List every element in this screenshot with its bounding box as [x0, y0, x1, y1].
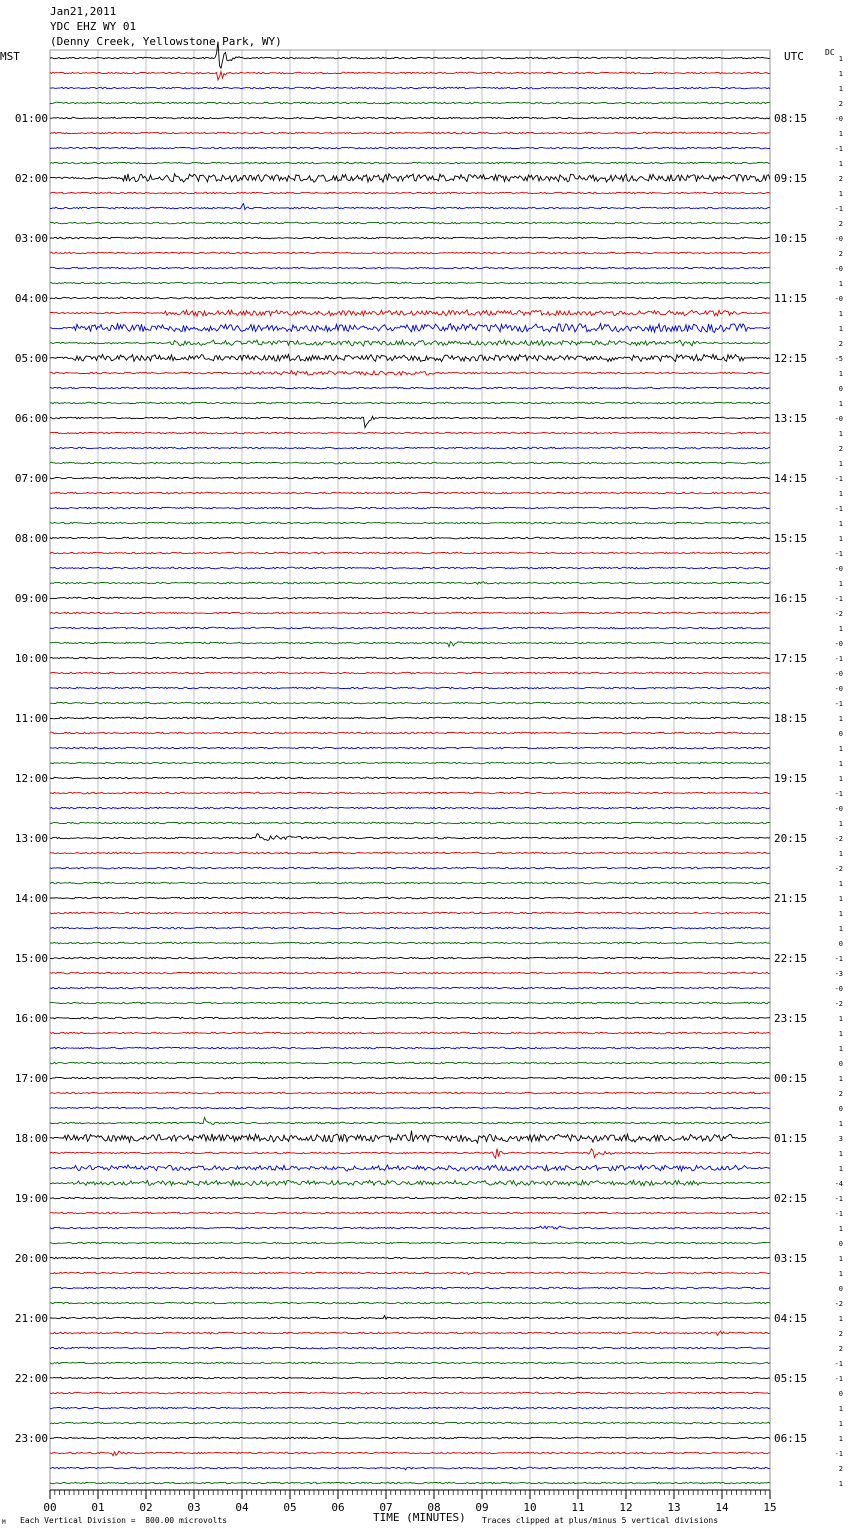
- seismic-trace: [50, 102, 770, 104]
- dc-offset-value: 2: [838, 100, 843, 108]
- right-hour-label: 04:15: [774, 1312, 808, 1325]
- dc-offset-value: 1: [838, 85, 843, 93]
- dc-offset-value: 0: [838, 1240, 843, 1248]
- seismic-trace: [50, 462, 770, 464]
- left-hour-label: 20:00: [14, 1252, 48, 1265]
- right-hour-label: 09:15: [774, 172, 808, 185]
- seismic-trace: [50, 1407, 770, 1409]
- dc-offset-value: 1: [838, 820, 843, 828]
- right-hour-label: 20:15: [774, 832, 808, 845]
- dc-offset-value: -1: [834, 700, 843, 708]
- dc-offset-value: 1: [838, 430, 843, 438]
- corner-mark: M: [2, 1519, 6, 1526]
- seismic-trace: [50, 310, 770, 316]
- right-hour-label: 17:15: [774, 652, 808, 665]
- dc-offset-value: -1: [834, 1360, 843, 1368]
- dc-offset-value: -0: [834, 685, 843, 693]
- dc-offset-value: -1: [834, 475, 843, 483]
- dc-offset-value: 0: [838, 1060, 843, 1068]
- dc-offset-value: -0: [834, 565, 843, 573]
- seismic-trace: [50, 522, 770, 524]
- seismic-trace: [50, 174, 770, 183]
- seismic-trace: [50, 897, 770, 899]
- seismic-trace: [50, 1226, 770, 1229]
- dc-offset-value: 1: [838, 1225, 843, 1233]
- seismic-trace: [50, 942, 770, 944]
- seismic-trace: [50, 972, 770, 974]
- seismic-trace: [50, 192, 770, 194]
- dc-offset-value: 1: [838, 745, 843, 753]
- vertical-scale-note: Each Vertical Division = 800.00 microvolts: [20, 1516, 228, 1525]
- dc-offset-value: 1: [838, 1270, 843, 1278]
- dc-offset-value: 0: [838, 385, 843, 393]
- seismic-trace: [50, 477, 770, 479]
- seismic-trace: [50, 1032, 770, 1034]
- x-tick-label: 14: [715, 1501, 729, 1514]
- seismic-trace: [50, 1272, 770, 1274]
- seismic-trace: [50, 72, 770, 80]
- dc-offset-value: 3: [838, 1135, 843, 1143]
- right-hour-label: 10:15: [774, 232, 808, 245]
- seismic-trace: [50, 852, 770, 854]
- seismic-trace: [50, 567, 770, 569]
- seismic-trace: [50, 237, 770, 239]
- left-hour-label: 16:00: [14, 1012, 48, 1025]
- x-tick-label: 02: [139, 1501, 153, 1514]
- seismic-trace: [50, 687, 770, 689]
- seismic-trace: [50, 162, 770, 164]
- right-hour-label: 19:15: [774, 772, 808, 785]
- dc-offset-value: 1: [838, 520, 843, 528]
- left-hour-label: 01:00: [14, 112, 48, 125]
- seismic-trace: [50, 582, 770, 585]
- dc-offset-value: 2: [838, 220, 843, 228]
- seismic-trace: [50, 492, 770, 494]
- dc-offset-value: 1: [838, 535, 843, 543]
- dc-offset-value: 2: [838, 250, 843, 258]
- seismic-trace: [50, 1107, 770, 1109]
- right-hour-label: 03:15: [774, 1252, 808, 1265]
- right-hour-labels: [774, 112, 807, 1445]
- seismic-trace: [50, 1180, 770, 1186]
- dc-offset-value: 1: [838, 1045, 843, 1053]
- dc-offset-value: 2: [838, 175, 843, 183]
- dc-offset-value: 0: [838, 1105, 843, 1113]
- dc-offset-value: 2: [838, 1330, 843, 1338]
- seismic-trace: [50, 204, 770, 210]
- dc-offset-value: -2: [834, 610, 843, 618]
- seismic-trace: [50, 1131, 770, 1143]
- seismic-trace: [50, 1316, 770, 1320]
- dc-offset-value: -1: [834, 595, 843, 603]
- dc-offset-value: 1: [838, 880, 843, 888]
- right-hour-label: 22:15: [774, 952, 808, 965]
- left-hour-label: 19:00: [14, 1192, 48, 1205]
- left-hour-label: 18:00: [14, 1132, 48, 1145]
- dc-offset-value: 2: [838, 340, 843, 348]
- seismic-trace: [50, 1149, 770, 1159]
- seismic-trace: [50, 792, 770, 794]
- dc-offset-value: -2: [834, 1300, 843, 1308]
- right-hour-label: 02:15: [774, 1192, 808, 1205]
- left-hour-label: 11:00: [14, 712, 48, 725]
- seismic-trace: [50, 282, 770, 284]
- dc-offset-labels: [835, 55, 843, 1488]
- dc-offset-value: 1: [838, 400, 843, 408]
- dc-offset-value: 1: [838, 910, 843, 918]
- seismic-trace: [50, 371, 770, 376]
- dc-offset-value: 1: [838, 370, 843, 378]
- plot-date: Jan21,2011: [50, 5, 117, 18]
- dc-offset-value: 0: [838, 1285, 843, 1293]
- seismic-trace: [50, 702, 770, 704]
- dc-offset-value: 2: [838, 445, 843, 453]
- x-tick-label: 06: [331, 1501, 345, 1514]
- dc-offset-value: 1: [838, 1030, 843, 1038]
- dc-offset-value: 1: [838, 775, 843, 783]
- left-hour-label: 13:00: [14, 832, 48, 845]
- dc-offset-value: -1: [834, 1375, 843, 1383]
- seismic-trace: [50, 1331, 770, 1335]
- left-hour-label: 22:00: [14, 1372, 48, 1385]
- x-tick-label: 07: [379, 1501, 393, 1514]
- seismic-trace: [50, 732, 770, 734]
- dc-offset-value: 1: [838, 1420, 843, 1428]
- right-hour-label: 23:15: [774, 1012, 808, 1025]
- x-tick-label: 09: [475, 1501, 489, 1514]
- seismic-trace: [50, 117, 770, 119]
- seismic-trace: [50, 42, 770, 69]
- seismic-trace: [50, 507, 770, 509]
- right-hour-label: 14:15: [774, 472, 808, 485]
- dc-offset-value: -2: [834, 1000, 843, 1008]
- dc-offset-value: -0: [834, 415, 843, 423]
- seismic-trace: [50, 1212, 770, 1214]
- dc-offset-value: 1: [838, 70, 843, 78]
- dc-offset-value: 1: [838, 1255, 843, 1263]
- dc-offset-value: 1: [838, 850, 843, 858]
- seismic-trace: [50, 402, 770, 404]
- seismic-trace: [50, 1242, 770, 1244]
- dc-offset-value: -0: [834, 265, 843, 273]
- seismic-trace: [50, 340, 770, 346]
- dc-offset-value: -1: [834, 205, 843, 213]
- seismic-trace: [50, 447, 770, 449]
- seismic-trace: [50, 1467, 770, 1470]
- right-hour-label: 13:15: [774, 412, 808, 425]
- left-hour-label: 17:00: [14, 1072, 48, 1085]
- seismic-trace: [50, 1422, 770, 1424]
- left-hour-label: 02:00: [14, 172, 48, 185]
- dc-offset-value: 1: [838, 1075, 843, 1083]
- seismic-trace: [50, 807, 770, 809]
- dc-offset-value: 1: [838, 1315, 843, 1323]
- left-hour-label: 10:00: [14, 652, 48, 665]
- seismic-trace: [50, 537, 770, 539]
- dc-offset-value: 1: [838, 925, 843, 933]
- seismic-trace: [50, 1257, 770, 1259]
- dc-offset-value: 1: [838, 715, 843, 723]
- seismic-trace: [50, 1451, 770, 1456]
- dc-offset-value: 1: [838, 325, 843, 333]
- dc-offset-value: 1: [838, 580, 843, 588]
- dc-offset-value: -2: [834, 865, 843, 873]
- x-tick-label: 11: [571, 1501, 585, 1514]
- dc-offset-value: -1: [834, 550, 843, 558]
- seismic-trace: [50, 1377, 770, 1379]
- dc-offset-value: 1: [838, 625, 843, 633]
- dc-offset-value: 0: [838, 730, 843, 738]
- dc-offset-value: -1: [834, 1450, 843, 1458]
- x-tick-label: 04: [235, 1501, 249, 1514]
- right-hour-label: 00:15: [774, 1072, 808, 1085]
- seismic-trace: [50, 627, 770, 629]
- seismic-trace: [50, 387, 770, 389]
- station-location: (Denny Creek, Yellowstone Park, WY): [50, 35, 282, 48]
- dc-offset-value: -0: [834, 115, 843, 123]
- right-hour-label: 08:15: [774, 112, 808, 125]
- dc-offset-value: -1: [834, 790, 843, 798]
- dc-offset-value: 1: [838, 280, 843, 288]
- left-hour-label: 14:00: [14, 892, 48, 905]
- seismic-trace: [50, 822, 770, 824]
- seismic-trace: [50, 1482, 770, 1484]
- seismic-trace: [50, 222, 770, 224]
- seismic-trace: [50, 747, 770, 749]
- dc-offset-value: 0: [838, 1390, 843, 1398]
- seismic-trace: [50, 1002, 770, 1004]
- left-hour-labels: [15, 112, 48, 1445]
- seismic-trace: [50, 597, 770, 599]
- dc-offset-value: -2: [834, 835, 843, 843]
- dc-offset-value: -0: [834, 640, 843, 648]
- seismic-trace: [50, 1047, 770, 1049]
- dc-offset-value: -1: [834, 655, 843, 663]
- right-hour-label: 18:15: [774, 712, 808, 725]
- dc-offset-value: 1: [838, 895, 843, 903]
- left-hour-label: 05:00: [14, 352, 48, 365]
- dc-offset-value: -0: [834, 985, 843, 993]
- seismic-trace: [50, 987, 770, 989]
- right-hour-label: 15:15: [774, 532, 808, 545]
- seismic-trace: [50, 957, 770, 959]
- seismic-traces: [50, 42, 770, 1484]
- dc-offset-header: DC: [825, 48, 835, 57]
- right-hour-label: 05:15: [774, 1372, 808, 1385]
- dc-offset-value: 1: [838, 190, 843, 198]
- right-hour-label: 12:15: [774, 352, 808, 365]
- seismic-trace: [50, 1092, 770, 1094]
- dc-offset-value: 1: [838, 310, 843, 318]
- right-timezone-label: UTC: [784, 50, 804, 63]
- seismic-trace: [50, 416, 770, 427]
- dc-offset-value: 1: [838, 1150, 843, 1158]
- seismic-trace: [50, 1362, 770, 1364]
- seismic-trace: [50, 1437, 770, 1439]
- x-tick-label: 10: [523, 1501, 537, 1514]
- dc-offset-value: 1: [838, 130, 843, 138]
- dc-offset-value: -4: [834, 1180, 843, 1188]
- seismic-trace: [50, 672, 770, 674]
- dc-offset-value: 1: [838, 760, 843, 768]
- dc-offset-value: 1: [838, 1480, 843, 1488]
- left-hour-label: 12:00: [14, 772, 48, 785]
- seismic-trace: [50, 354, 770, 361]
- dc-offset-value: -0: [834, 670, 843, 678]
- left-hour-label: 09:00: [14, 592, 48, 605]
- x-tick-label: 12: [619, 1501, 633, 1514]
- dc-offset-value: -3: [834, 970, 843, 978]
- left-hour-label: 04:00: [14, 292, 48, 305]
- seismic-trace: [50, 642, 770, 647]
- left-hour-label: 08:00: [14, 532, 48, 545]
- seismic-trace: [50, 882, 770, 884]
- seismic-trace: [50, 132, 770, 134]
- seismic-trace: [50, 1302, 770, 1304]
- dc-offset-value: 2: [838, 1090, 843, 1098]
- x-tick-label: 13: [667, 1501, 681, 1514]
- dc-offset-value: -1: [834, 505, 843, 513]
- x-tick-label: 01: [91, 1501, 105, 1514]
- left-hour-label: 03:00: [14, 232, 48, 245]
- seismic-trace: [50, 717, 770, 719]
- seismic-trace: [50, 1347, 770, 1349]
- right-hour-label: 01:15: [774, 1132, 808, 1145]
- clip-note: Traces clipped at plus/minus 5 vertical divisions: [482, 1516, 719, 1525]
- seismic-trace: [50, 297, 770, 299]
- x-tick-label: 00: [43, 1501, 57, 1514]
- dc-offset-value: -1: [834, 1210, 843, 1218]
- dc-offset-value: 1: [838, 1405, 843, 1413]
- seismic-trace: [50, 1392, 770, 1394]
- dc-offset-value: 1: [838, 1435, 843, 1443]
- seismic-trace: [50, 912, 770, 914]
- dc-offset-value: -0: [834, 235, 843, 243]
- seismic-trace: [50, 1117, 770, 1124]
- dc-offset-value: 0: [838, 940, 843, 948]
- seismic-trace: [50, 147, 770, 149]
- seismic-trace: [50, 432, 770, 434]
- seismic-trace: [50, 657, 770, 659]
- right-hour-label: 11:15: [774, 292, 808, 305]
- seismic-trace: [50, 87, 770, 89]
- right-hour-label: 21:15: [774, 892, 808, 905]
- dc-offset-value: 1: [838, 1015, 843, 1023]
- left-hour-label: 07:00: [14, 472, 48, 485]
- seismic-trace: [50, 927, 770, 929]
- dc-offset-value: 1: [838, 460, 843, 468]
- x-tick-label: 08: [427, 1501, 441, 1514]
- seismic-trace: [50, 1287, 770, 1289]
- x-tick-label: 03: [187, 1501, 201, 1514]
- seismic-trace: [50, 762, 770, 764]
- seismic-trace: [50, 777, 770, 779]
- seismic-trace: [50, 1017, 770, 1019]
- dc-offset-value: 1: [838, 1120, 843, 1128]
- left-hour-label: 21:00: [14, 1312, 48, 1325]
- dc-offset-value: -1: [834, 955, 843, 963]
- seismic-trace: [50, 612, 770, 614]
- x-axis-title: TIME (MINUTES): [373, 1511, 466, 1524]
- seismic-trace: [50, 867, 770, 869]
- dc-offset-value: 1: [838, 490, 843, 498]
- dc-offset-value: -1: [834, 145, 843, 153]
- dc-offset-value: -5: [834, 355, 843, 363]
- dc-offset-value: 2: [838, 1345, 843, 1353]
- left-timezone-label: MST: [0, 50, 20, 63]
- seismic-trace: [50, 552, 770, 554]
- seismic-trace: [50, 324, 770, 333]
- x-tick-label: 15: [763, 1501, 777, 1514]
- seismic-trace: [50, 267, 770, 269]
- dc-offset-value: 1: [838, 1165, 843, 1173]
- right-hour-label: 16:15: [774, 592, 808, 605]
- seismic-trace: [50, 834, 770, 841]
- seismic-trace: [50, 1077, 770, 1079]
- dc-offset-value: 1: [838, 55, 843, 63]
- right-hour-label: 06:15: [774, 1432, 808, 1445]
- seismic-trace: [50, 252, 770, 254]
- dc-offset-value: 2: [838, 1465, 843, 1473]
- dc-offset-value: -0: [834, 805, 843, 813]
- left-hour-label: 23:00: [14, 1432, 48, 1445]
- seismic-trace: [50, 1165, 770, 1171]
- dc-offset-value: -1: [834, 1195, 843, 1203]
- station-code: YDC EHZ WY 01: [50, 20, 137, 33]
- left-hour-label: 06:00: [14, 412, 48, 425]
- seismic-trace: [50, 1197, 770, 1199]
- left-hour-label: 15:00: [14, 952, 48, 965]
- dc-offset-value: -0: [834, 295, 843, 303]
- seismic-trace: [50, 1062, 770, 1064]
- x-tick-label: 05: [283, 1501, 297, 1514]
- dc-offset-value: 1: [838, 160, 843, 168]
